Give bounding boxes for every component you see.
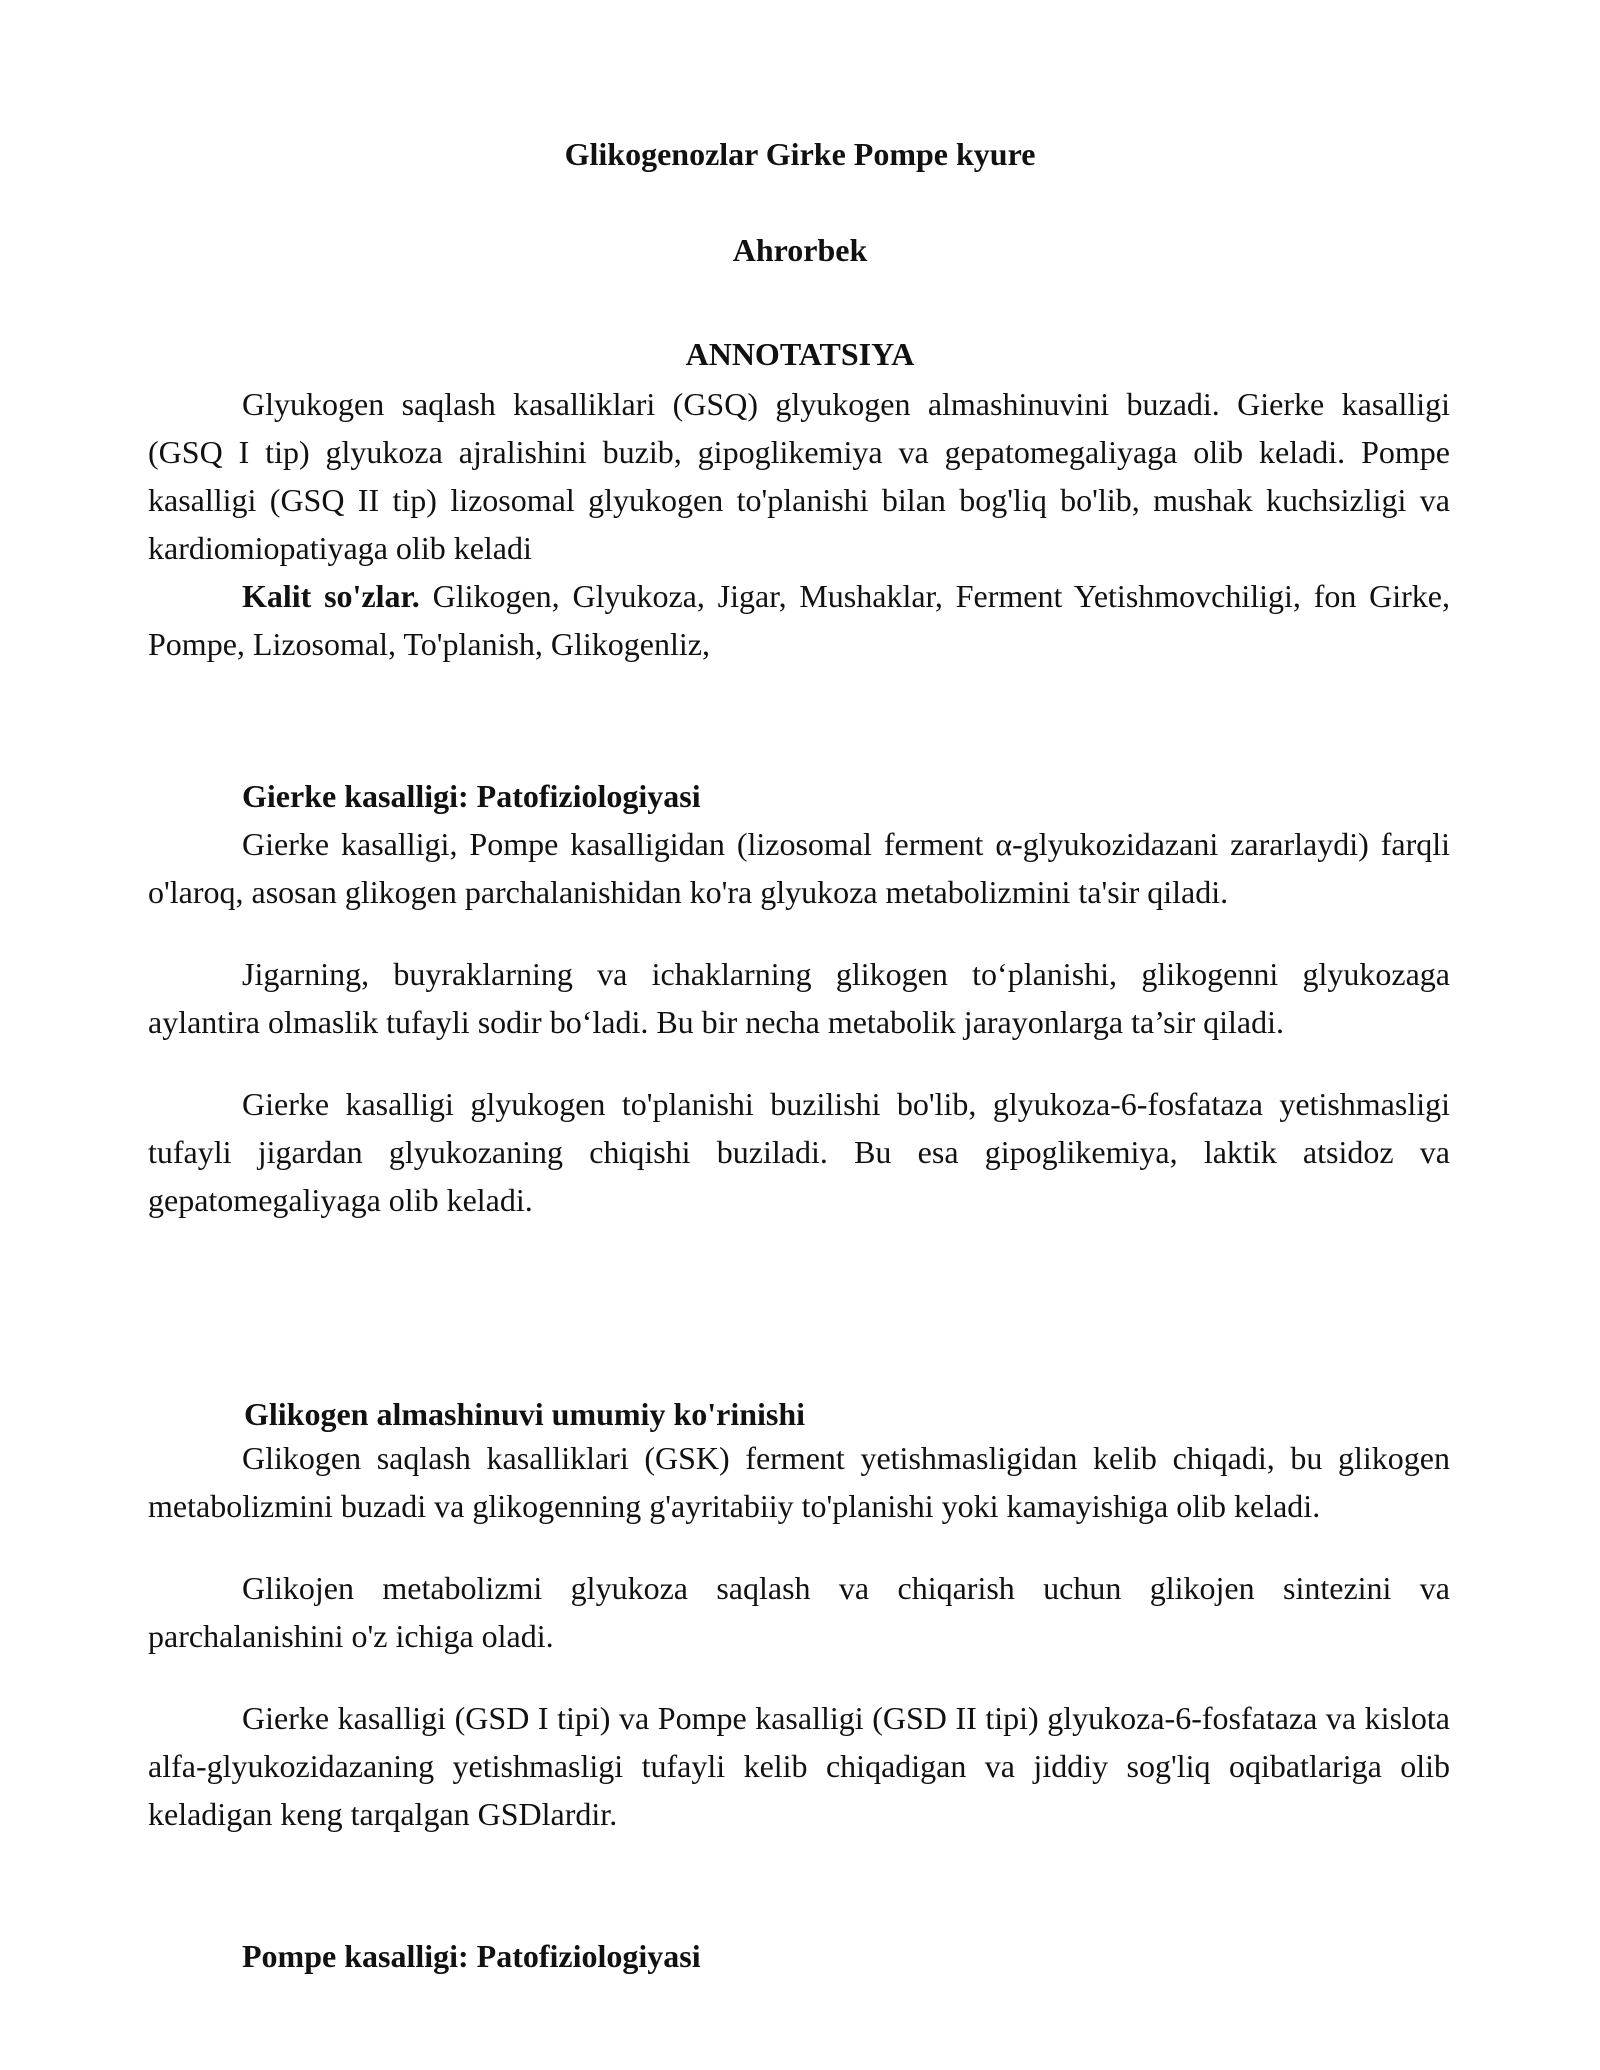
section-heading-gierke: Gierke kasalligi: Patofiziologiyasi [242,778,701,814]
section-heading-pompe: Pompe kasalligi: Patofiziologiyasi [242,1938,701,1974]
section-overview-body [148,1434,1450,1838]
keywords-text: Glikogen, Glyukoza, Jigar, Mushaklar, Ferment Yetishmovchiligi, fon Girke, Pompe, Lizosomal, To'planish, Glikogenliz, [148,578,1451,662]
keywords-label: Kalit so'zlar. [242,578,420,614]
section-gierke-body [148,820,1450,1224]
annotation-heading: ANNOTATSIYA [685,336,915,372]
paragraph: Jigarning, buyraklarning va ichaklarning glikogen to‘planishi, glikogenni glyukozaga aylantira olmaslik tufayli sodir bo‘ladi. Bu bir necha metabolik jarayonlarga ta’sir qiladi. [148,956,1450,1040]
section-heading-overview: Glikogen almashinuvi umumiy ko'rinishi [244,1396,806,1432]
keywords-paragraph [148,572,1450,668]
paragraph: Glikogen saqlash kasalliklari (GSK) ferment yetishmasligidan kelib chiqadi, bu glikogen metabolizmini buzadi va glikogenning g'ayritabiiy to'planishi yoki kamayishiga olib keladi. [148,1440,1450,1524]
annotation-paragraph: Glyukogen saqlash kasalliklari (GSQ) glyukogen almashinuvini buzadi. Gierke kasalligi (GSQ I tip) glyukoza ajralishini buzib, gipoglikemiya va gepatomegaliyaga olib keladi. Pompe kasalligi (GSQ II tip) lizosomal glyukogen to'planishi bilan bog'liq bo'lib, mushak kuchsizligi va kardiomiopatiyaga olib keladi [148,386,1450,566]
paragraph: Gierke kasalligi glyukogen to'planishi buzilishi bo'lib, glyukoza-6-fosfataza yetishmasligi tufayli jigardan glyukozaning chiqishi buziladi. Bu esa gipoglikemiya, laktik atsidoz va gepatomegaliyaga olib keladi. [148,1086,1450,1218]
paragraph: Gierke kasalligi (GSD I tipi) va Pompe kasalligi (GSD II tipi) glyukoza-6-fosfataza va kislota alfa-glyukozidazaning yetishmasligi tufayli kelib chiqadigan va jiddiy sog'liq oqibatlariga olib keladigan keng tarqalgan GSDlardir. [148,1700,1450,1832]
document-title: Glikogenozlar Girke Pompe kyure [564,136,1036,172]
document-author: Ahrorbek [732,232,868,268]
paragraph: Gierke kasalligi, Pompe kasalligidan (lizosomal ferment α-glyukozidazani zararlaydi) farqli o'laroq, asosan glikogen parchalanishidan ko'ra glyukoza metabolizmini ta'sir qiladi. [148,826,1450,910]
paragraph: Glikojen metabolizmi glyukoza saqlash va chiqarish uchun glikojen sintezini va parchalanishini o'z ichiga oladi. [148,1570,1450,1654]
annotation-block [148,380,1450,668]
